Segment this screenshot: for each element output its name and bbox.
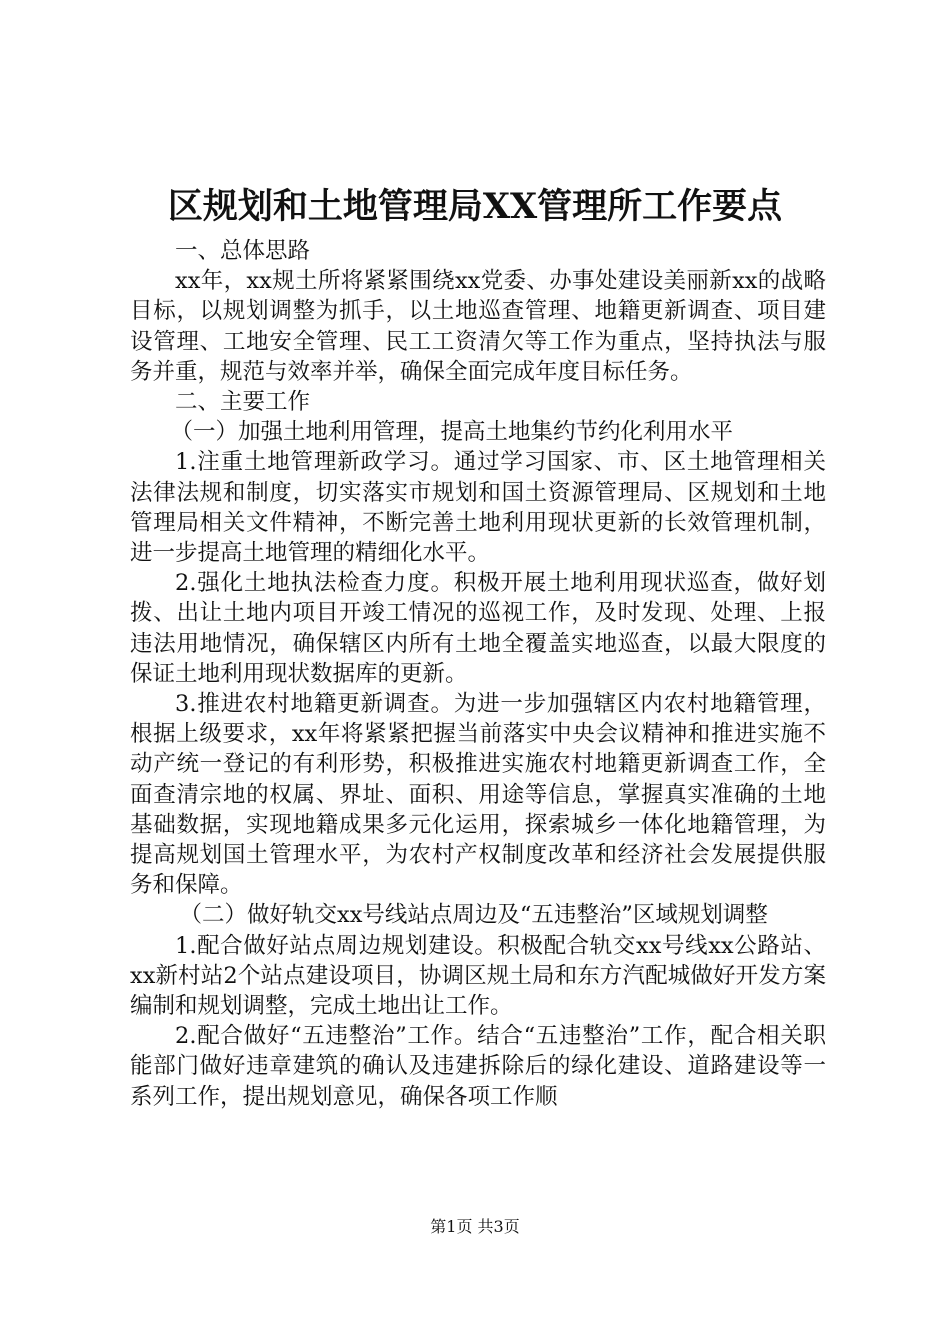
subsection-heading: （一）加强土地利用管理，提高土地集约节约化利用水平 — [170, 419, 734, 446]
document-title: 区规划和土地管理局XX管理所工作要点 — [167, 186, 783, 227]
paragraph: 1.注重土地管理新政学习。通过学习国家、市、区土地管理相关法律法规和制度，切实落实市规划和国土资源管理局、区规划和土地管理局相关文件精神，不断完善土地利用现状更新的长效管理机制，进一步提高土地管理的精细化水平。 — [130, 449, 826, 567]
page-footer: 第1页 共3页 — [430, 1217, 520, 1236]
section-heading: 二、主要工作 — [175, 389, 311, 416]
subsection-heading: （二）做好轨交xx号线站点周边及“五违整治”区域规划调整 — [179, 902, 768, 929]
paragraph: 1.配合做好站点周边规划建设。积极配合轨交xx号线xx公路站、xx新村站2个站点建设项目，协调区规土局和东方汽配城做好开发方案编制和规划调整，完成土地出让工作。 — [130, 932, 826, 1020]
paragraph: xx年，xx规土所将紧紧围绕xx党委、办事处建设美丽新xx的战略目标，以规划调整为抓手，以土地巡查管理、地籍更新调查、项目建设管理、工地安全管理、民工工资清欠等工作为重点，坚持执法与服务并重，规范与效率并举，确保全面完成年度目标任务。 — [130, 268, 826, 385]
paragraph: 2.配合做好“五违整治”工作。结合“五违整治”工作，配合相关职能部门做好违章建筑的确认及违建拆除后的绿化建设、道路建设等一系列工作，提出规划意见，确保各项工作顺 — [130, 1023, 826, 1110]
document-body — [130, 236, 826, 1112]
section-heading: 一、总体思路 — [175, 238, 311, 264]
paragraph: 3.推进农村地籍更新调查。为进一步加强辖区内农村地籍管理，根据上级要求，xx年将紧紧把握当前落实中央会议精神和推进实施不动产统一登记的有利形势，积极推进实施农村地籍更新调查工作，全面查清宗地的权属、界址、面积、用途等信息，掌握真实准确的土地基础数据，实现地籍成果多元化运用，探索城乡一体化地籍管理，为提高规划国土管理水平，为农村产权制度改革和经济社会发展提供服务和保障。 — [130, 691, 826, 899]
paragraph: 2.强化土地执法检查力度。积极开展土地利用现状巡查，做好划拨、出让土地内项目开竣工情况的巡视工作，及时发现、处理、上报违法用地情况，确保辖区内所有土地全覆盖实地巡查，以最大限度的保证土地利用现状数据库的更新。 — [130, 570, 826, 687]
